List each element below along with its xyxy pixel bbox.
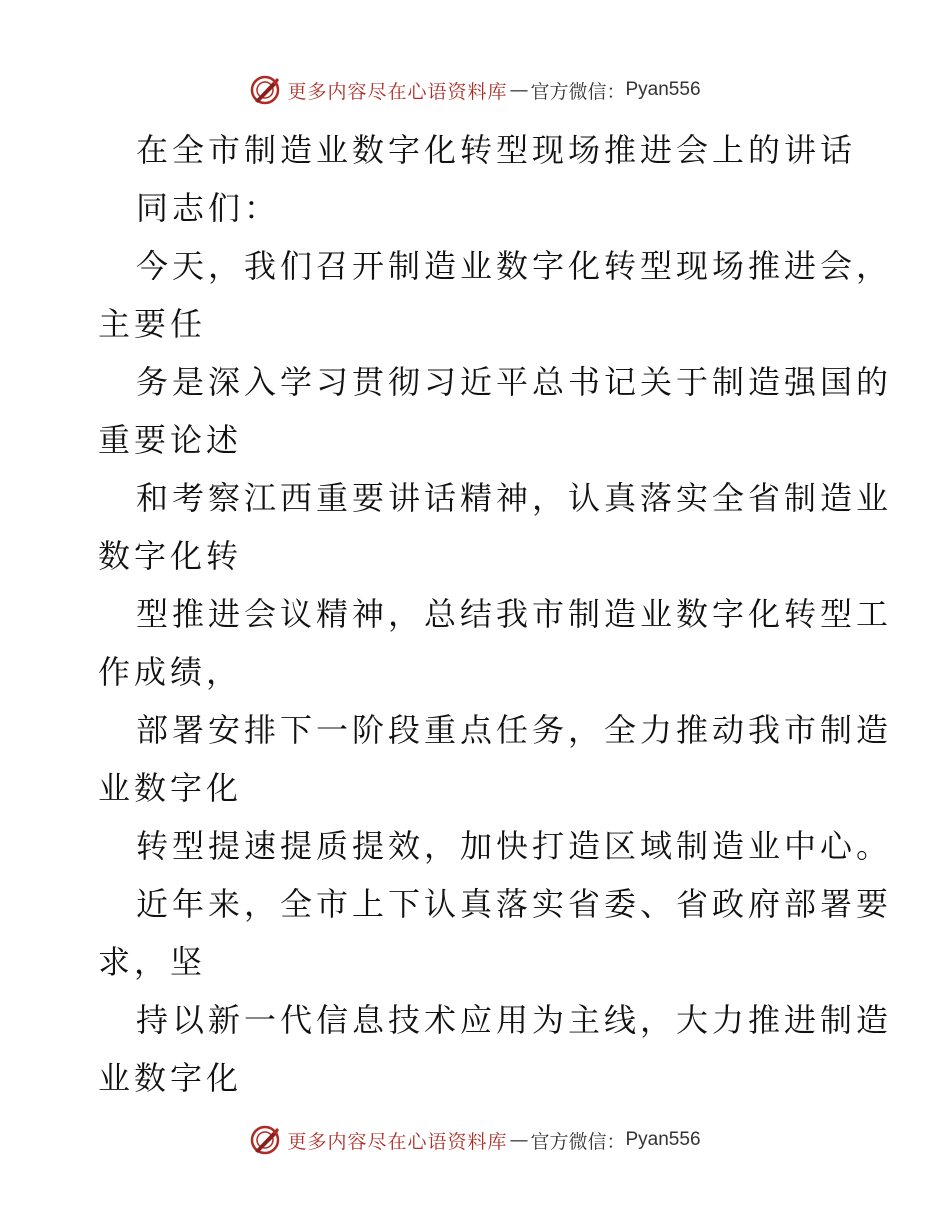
text-line: 近年来，全市上下认真落实省委、省政府部署要 [136,885,893,923]
text-line: 求，坚 [98,943,207,981]
text-line: 转型提速提质提效，加快打造区域制造业中心。 [136,827,893,865]
banner-wechat-id: Pyan556 [625,1129,701,1150]
text-line: 持以新一代信息技术应用为主线，大力推进制造 [136,1001,893,1039]
banner-wechat-label: 官方微信： [530,1130,626,1153]
text-line: 作成绩， [98,653,243,691]
banner-dash: — [509,1129,529,1151]
text-line: 务是深入学习贯彻习近平总书记关于制造强国的 [136,363,893,401]
text-line: 部署安排下一阶段重点任务，全力推动我市制造 [136,711,893,749]
banner-wechat-label: 官方微信： [530,80,626,103]
pen-logo-icon [249,1124,281,1156]
text-line: 重要论述 [98,421,243,459]
pen-logo-icon [249,74,281,106]
text-line: 业数字化 [98,769,243,807]
text-line: 今天，我们召开制造业数字化转型现场推进会， [136,247,893,285]
banner-slogan: 更多内容尽在心语资料库 [287,80,508,103]
document-title: 在全市制造业数字化转型现场推进会上的讲话 [136,131,857,169]
banner-wechat-id: Pyan556 [625,79,701,100]
text-line: 业数字化 [98,1059,243,1097]
text-line: 主要任 [98,305,207,343]
header-banner [0,70,950,110]
footer-banner [0,1120,950,1160]
salutation: 同志们： [136,189,281,227]
banner-slogan: 更多内容尽在心语资料库 [287,1130,508,1153]
text-line: 数字化转 [98,537,243,575]
text-line: 型推进会议精神，总结我市制造业数字化转型工 [136,595,893,633]
banner-dash: — [509,79,529,101]
text-line: 和考察江西重要讲话精神，认真落实全省制造业 [136,479,893,517]
